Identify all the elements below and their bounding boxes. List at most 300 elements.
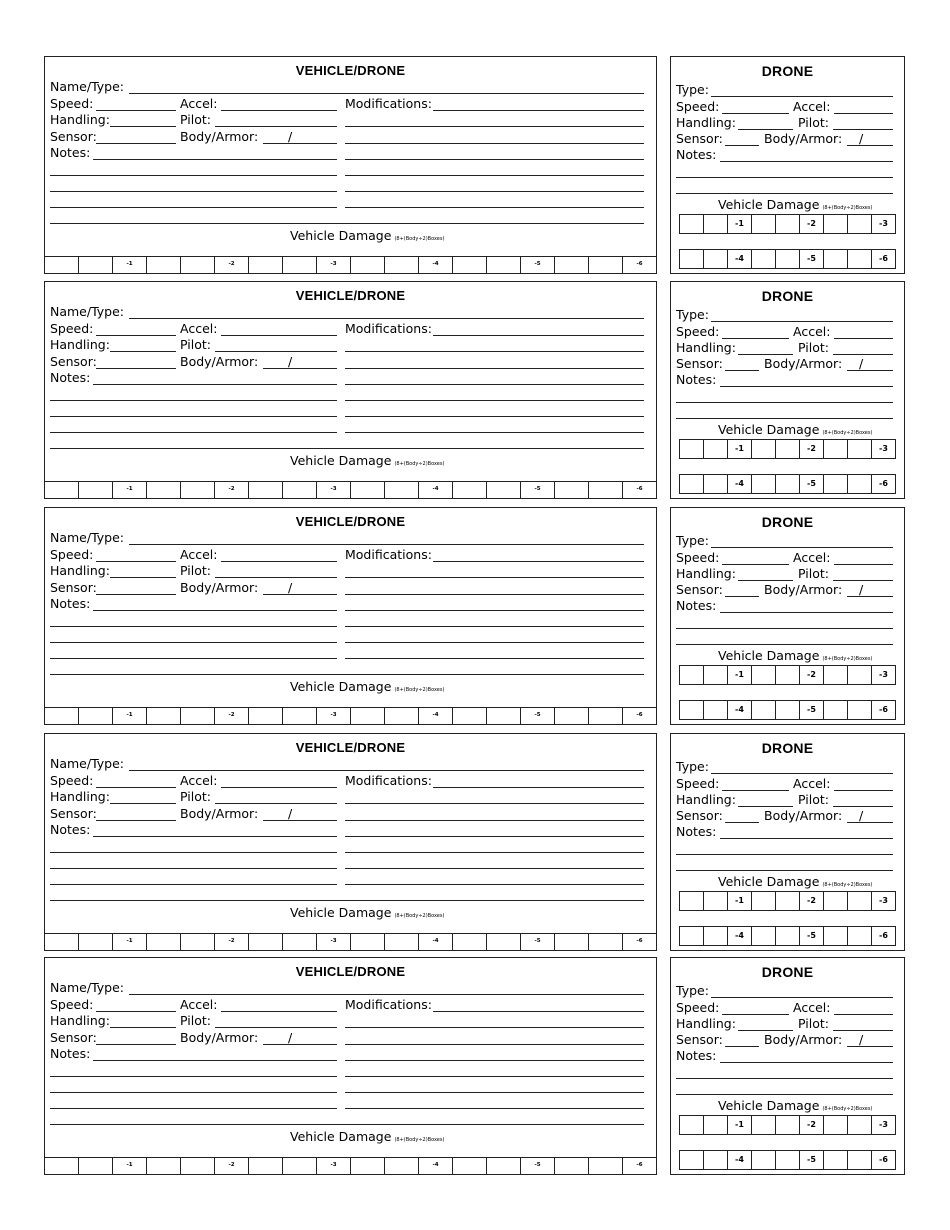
- name-type-field[interactable]: [129, 318, 644, 319]
- damage-box[interactable]: [728, 1151, 752, 1169]
- notes-line[interactable]: [50, 852, 337, 853]
- damage-box[interactable]: [113, 482, 147, 498]
- damage-box[interactable]: [623, 708, 656, 724]
- damage-box[interactable]: [45, 934, 79, 950]
- notes-line[interactable]: [676, 854, 893, 855]
- sensor-field[interactable]: [725, 1046, 759, 1047]
- notes-line[interactable]: [50, 416, 337, 417]
- damage-box[interactable]: [752, 1151, 776, 1169]
- damage-box[interactable]: [824, 475, 848, 493]
- notes-line[interactable]: [50, 1108, 337, 1109]
- modifications-line[interactable]: [345, 207, 644, 208]
- damage-box[interactable]: [824, 927, 848, 945]
- damage-box[interactable]: [776, 215, 800, 233]
- accel-field[interactable]: [221, 561, 337, 562]
- speed-field[interactable]: [96, 335, 176, 336]
- sensor-field[interactable]: [725, 145, 759, 146]
- notes-field[interactable]: [93, 159, 337, 160]
- damage-box[interactable]: [215, 482, 249, 498]
- damage-box[interactable]: [704, 440, 728, 458]
- damage-box[interactable]: [800, 892, 824, 910]
- damage-box[interactable]: [872, 1116, 895, 1134]
- damage-box[interactable]: [147, 482, 181, 498]
- damage-box[interactable]: [800, 250, 824, 268]
- damage-box[interactable]: [800, 475, 824, 493]
- damage-box[interactable]: [351, 482, 385, 498]
- notes-field[interactable]: [93, 836, 337, 837]
- damage-box[interactable]: [453, 1158, 487, 1174]
- damage-box[interactable]: [623, 1158, 656, 1174]
- pilot-field[interactable]: [833, 354, 893, 355]
- damage-box[interactable]: [521, 257, 555, 273]
- damage-box[interactable]: [848, 440, 872, 458]
- damage-box[interactable]: [872, 215, 895, 233]
- damage-box[interactable]: [728, 701, 752, 719]
- damage-box[interactable]: [317, 257, 351, 273]
- damage-box[interactable]: [453, 934, 487, 950]
- body-armor-field[interactable]: [847, 596, 893, 597]
- damage-box[interactable]: [317, 708, 351, 724]
- damage-box[interactable]: [623, 482, 656, 498]
- damage-box[interactable]: [385, 1158, 419, 1174]
- damage-box[interactable]: [704, 701, 728, 719]
- type-field[interactable]: [711, 773, 893, 774]
- damage-box[interactable]: [419, 934, 453, 950]
- damage-box[interactable]: [800, 666, 824, 684]
- damage-box[interactable]: [728, 440, 752, 458]
- damage-box[interactable]: [752, 701, 776, 719]
- sensor-field[interactable]: [725, 370, 759, 371]
- modifications-line[interactable]: [345, 143, 644, 144]
- damage-box[interactable]: [824, 701, 848, 719]
- damage-box[interactable]: [704, 215, 728, 233]
- damage-box[interactable]: [589, 934, 623, 950]
- accel-field[interactable]: [221, 110, 337, 111]
- notes-line[interactable]: [676, 418, 893, 419]
- damage-box[interactable]: [824, 1151, 848, 1169]
- damage-box[interactable]: [79, 708, 113, 724]
- damage-box[interactable]: [249, 482, 283, 498]
- damage-box[interactable]: [45, 482, 79, 498]
- notes-line[interactable]: [50, 1092, 337, 1093]
- notes-line[interactable]: [50, 868, 337, 869]
- pilot-field[interactable]: [833, 129, 893, 130]
- damage-box[interactable]: [79, 482, 113, 498]
- damage-box[interactable]: [728, 666, 752, 684]
- modifications-line[interactable]: [345, 577, 644, 578]
- accel-field[interactable]: [221, 335, 337, 336]
- notes-line[interactable]: [50, 175, 337, 176]
- notes-line[interactable]: [50, 207, 337, 208]
- damage-box[interactable]: [680, 701, 704, 719]
- damage-box[interactable]: [776, 927, 800, 945]
- damage-box[interactable]: [555, 257, 589, 273]
- speed-field[interactable]: [96, 110, 176, 111]
- damage-box[interactable]: [728, 892, 752, 910]
- modifications-line[interactable]: [345, 803, 644, 804]
- damage-box[interactable]: [283, 708, 317, 724]
- modifications-line[interactable]: [345, 126, 644, 127]
- damage-box[interactable]: [283, 482, 317, 498]
- damage-box[interactable]: [776, 892, 800, 910]
- damage-box[interactable]: [487, 708, 521, 724]
- damage-box[interactable]: [848, 701, 872, 719]
- sensor-field[interactable]: [96, 1044, 176, 1045]
- notes-line[interactable]: [50, 658, 337, 659]
- damage-box[interactable]: [283, 934, 317, 950]
- body-armor-field[interactable]: [263, 368, 337, 369]
- notes-field[interactable]: [720, 161, 893, 162]
- modifications-line[interactable]: [345, 191, 644, 192]
- damage-box[interactable]: [680, 475, 704, 493]
- handling-field[interactable]: [110, 577, 176, 578]
- damage-box[interactable]: [752, 440, 776, 458]
- damage-box[interactable]: [872, 250, 895, 268]
- damage-box[interactable]: [680, 440, 704, 458]
- damage-box[interactable]: [317, 482, 351, 498]
- damage-box[interactable]: [752, 250, 776, 268]
- handling-field[interactable]: [110, 803, 176, 804]
- damage-box[interactable]: [351, 934, 385, 950]
- name-type-field[interactable]: [129, 770, 644, 771]
- damage-box[interactable]: [680, 892, 704, 910]
- damage-box[interactable]: [848, 892, 872, 910]
- damage-box[interactable]: [555, 934, 589, 950]
- damage-box[interactable]: [680, 927, 704, 945]
- damage-box[interactable]: [249, 708, 283, 724]
- modifications-line[interactable]: [345, 642, 644, 643]
- damage-box[interactable]: [776, 1151, 800, 1169]
- damage-box[interactable]: [555, 482, 589, 498]
- damage-box[interactable]: [419, 1158, 453, 1174]
- modifications-line[interactable]: [345, 384, 644, 385]
- modifications-line[interactable]: [345, 610, 644, 611]
- damage-box[interactable]: [776, 250, 800, 268]
- modifications-line[interactable]: [345, 432, 644, 433]
- damage-box[interactable]: [283, 1158, 317, 1174]
- speed-field[interactable]: [96, 1011, 176, 1012]
- damage-box[interactable]: [45, 257, 79, 273]
- notes-line[interactable]: [50, 432, 337, 433]
- speed-field[interactable]: [722, 564, 789, 565]
- modifications-line[interactable]: [345, 594, 644, 595]
- modifications-line[interactable]: [345, 351, 644, 352]
- damage-box[interactable]: [824, 250, 848, 268]
- notes-line[interactable]: [50, 191, 337, 192]
- notes-field[interactable]: [720, 838, 893, 839]
- handling-field[interactable]: [110, 1027, 176, 1028]
- notes-field[interactable]: [93, 384, 337, 385]
- damage-box[interactable]: [800, 701, 824, 719]
- handling-field[interactable]: [110, 126, 176, 127]
- damage-box[interactable]: [385, 482, 419, 498]
- damage-box[interactable]: [555, 708, 589, 724]
- speed-field[interactable]: [722, 113, 789, 114]
- speed-field[interactable]: [722, 338, 789, 339]
- modifications-line[interactable]: [345, 868, 644, 869]
- notes-field[interactable]: [93, 610, 337, 611]
- damage-box[interactable]: [589, 482, 623, 498]
- damage-box[interactable]: [215, 708, 249, 724]
- damage-box[interactable]: [317, 1158, 351, 1174]
- damage-box[interactable]: [487, 257, 521, 273]
- damage-box[interactable]: [752, 892, 776, 910]
- damage-box[interactable]: [215, 257, 249, 273]
- name-type-field[interactable]: [129, 93, 644, 94]
- notes-line[interactable]: [50, 884, 337, 885]
- damage-box[interactable]: [824, 1116, 848, 1134]
- damage-box[interactable]: [79, 934, 113, 950]
- damage-box[interactable]: [487, 1158, 521, 1174]
- damage-box[interactable]: [419, 708, 453, 724]
- damage-box[interactable]: [776, 666, 800, 684]
- modifications-line[interactable]: [345, 626, 644, 627]
- damage-box[interactable]: [589, 1158, 623, 1174]
- sensor-field[interactable]: [96, 594, 176, 595]
- sensor-field[interactable]: [96, 820, 176, 821]
- handling-field[interactable]: [738, 129, 793, 130]
- damage-box[interactable]: [487, 934, 521, 950]
- modifications-line[interactable]: [345, 416, 644, 417]
- type-field[interactable]: [711, 321, 893, 322]
- speed-field[interactable]: [722, 1014, 789, 1015]
- modifications-line[interactable]: [345, 884, 644, 885]
- accel-field[interactable]: [834, 338, 893, 339]
- damage-box[interactable]: [351, 708, 385, 724]
- damage-box[interactable]: [872, 1151, 895, 1169]
- damage-box[interactable]: [181, 708, 215, 724]
- damage-box[interactable]: [872, 666, 895, 684]
- handling-field[interactable]: [738, 806, 793, 807]
- damage-box[interactable]: [728, 927, 752, 945]
- damage-box[interactable]: [848, 215, 872, 233]
- speed-field[interactable]: [96, 787, 176, 788]
- damage-box[interactable]: [147, 934, 181, 950]
- modifications-line[interactable]: [345, 1044, 644, 1045]
- pilot-field[interactable]: [833, 1030, 893, 1031]
- accel-field[interactable]: [221, 787, 337, 788]
- damage-box[interactable]: [872, 440, 895, 458]
- damage-box[interactable]: [113, 934, 147, 950]
- handling-field[interactable]: [738, 1030, 793, 1031]
- accel-field[interactable]: [221, 1011, 337, 1012]
- damage-box[interactable]: [623, 257, 656, 273]
- sensor-field[interactable]: [725, 596, 759, 597]
- damage-box[interactable]: [283, 257, 317, 273]
- notes-line[interactable]: [50, 1076, 337, 1077]
- notes-field[interactable]: [720, 1062, 893, 1063]
- damage-box[interactable]: [728, 475, 752, 493]
- damage-box[interactable]: [555, 1158, 589, 1174]
- handling-field[interactable]: [110, 351, 176, 352]
- damage-box[interactable]: [680, 666, 704, 684]
- damage-box[interactable]: [181, 934, 215, 950]
- damage-box[interactable]: [113, 708, 147, 724]
- damage-box[interactable]: [317, 934, 351, 950]
- modifications-line[interactable]: [345, 175, 644, 176]
- damage-box[interactable]: [147, 708, 181, 724]
- damage-box[interactable]: [800, 1151, 824, 1169]
- damage-box[interactable]: [752, 1116, 776, 1134]
- modifications-line[interactable]: [345, 852, 644, 853]
- damage-box[interactable]: [704, 892, 728, 910]
- body-armor-field[interactable]: [847, 822, 893, 823]
- modifications-line[interactable]: [345, 1092, 644, 1093]
- damage-box[interactable]: [45, 1158, 79, 1174]
- sensor-field[interactable]: [96, 368, 176, 369]
- pilot-field[interactable]: [833, 806, 893, 807]
- notes-line[interactable]: [50, 400, 337, 401]
- notes-line[interactable]: [676, 644, 893, 645]
- name-type-field[interactable]: [129, 544, 644, 545]
- modifications-field[interactable]: [433, 1011, 644, 1012]
- damage-box[interactable]: [79, 1158, 113, 1174]
- damage-box[interactable]: [113, 1158, 147, 1174]
- damage-box[interactable]: [824, 440, 848, 458]
- name-type-field[interactable]: [129, 994, 644, 995]
- notes-line[interactable]: [676, 177, 893, 178]
- body-armor-field[interactable]: [263, 143, 337, 144]
- damage-box[interactable]: [848, 475, 872, 493]
- damage-box[interactable]: [800, 1116, 824, 1134]
- damage-box[interactable]: [680, 1116, 704, 1134]
- damage-box[interactable]: [79, 257, 113, 273]
- handling-field[interactable]: [738, 354, 793, 355]
- pilot-field[interactable]: [215, 1027, 337, 1028]
- notes-field[interactable]: [720, 386, 893, 387]
- notes-line[interactable]: [676, 193, 893, 194]
- damage-box[interactable]: [800, 215, 824, 233]
- speed-field[interactable]: [722, 790, 789, 791]
- body-armor-field[interactable]: [847, 1046, 893, 1047]
- notes-line[interactable]: [50, 1124, 644, 1125]
- modifications-field[interactable]: [433, 110, 644, 111]
- damage-box[interactable]: [419, 482, 453, 498]
- damage-box[interactable]: [521, 708, 555, 724]
- damage-box[interactable]: [453, 257, 487, 273]
- modifications-line[interactable]: [345, 836, 644, 837]
- body-armor-field[interactable]: [847, 370, 893, 371]
- damage-box[interactable]: [800, 927, 824, 945]
- modifications-line[interactable]: [345, 1076, 644, 1077]
- damage-box[interactable]: [752, 927, 776, 945]
- damage-box[interactable]: [351, 1158, 385, 1174]
- type-field[interactable]: [711, 547, 893, 548]
- damage-box[interactable]: [752, 215, 776, 233]
- damage-box[interactable]: [728, 250, 752, 268]
- damage-box[interactable]: [800, 440, 824, 458]
- damage-box[interactable]: [848, 666, 872, 684]
- modifications-line[interactable]: [345, 400, 644, 401]
- damage-box[interactable]: [589, 257, 623, 273]
- damage-box[interactable]: [872, 701, 895, 719]
- damage-box[interactable]: [487, 482, 521, 498]
- damage-box[interactable]: [249, 934, 283, 950]
- type-field[interactable]: [711, 997, 893, 998]
- damage-box[interactable]: [848, 250, 872, 268]
- damage-box[interactable]: [728, 1116, 752, 1134]
- damage-box[interactable]: [776, 440, 800, 458]
- pilot-field[interactable]: [215, 351, 337, 352]
- damage-box[interactable]: [824, 892, 848, 910]
- notes-line[interactable]: [676, 628, 893, 629]
- modifications-line[interactable]: [345, 820, 644, 821]
- damage-box[interactable]: [848, 927, 872, 945]
- damage-box[interactable]: [45, 708, 79, 724]
- notes-line[interactable]: [676, 402, 893, 403]
- damage-box[interactable]: [680, 250, 704, 268]
- damage-box[interactable]: [385, 708, 419, 724]
- notes-line[interactable]: [50, 642, 337, 643]
- type-field[interactable]: [711, 96, 893, 97]
- notes-line[interactable]: [676, 1078, 893, 1079]
- notes-line[interactable]: [50, 448, 644, 449]
- damage-box[interactable]: [872, 892, 895, 910]
- modifications-field[interactable]: [433, 787, 644, 788]
- damage-box[interactable]: [351, 257, 385, 273]
- damage-box[interactable]: [728, 215, 752, 233]
- notes-line[interactable]: [676, 1094, 893, 1095]
- damage-box[interactable]: [385, 934, 419, 950]
- damage-box[interactable]: [453, 482, 487, 498]
- notes-field[interactable]: [93, 1060, 337, 1061]
- damage-box[interactable]: [215, 934, 249, 950]
- body-armor-field[interactable]: [263, 594, 337, 595]
- notes-line[interactable]: [50, 900, 644, 901]
- damage-box[interactable]: [181, 1158, 215, 1174]
- damage-box[interactable]: [385, 257, 419, 273]
- damage-box[interactable]: [704, 475, 728, 493]
- speed-field[interactable]: [96, 561, 176, 562]
- notes-line[interactable]: [50, 674, 644, 675]
- damage-box[interactable]: [249, 257, 283, 273]
- body-armor-field[interactable]: [263, 820, 337, 821]
- damage-box[interactable]: [752, 475, 776, 493]
- damage-box[interactable]: [147, 257, 181, 273]
- damage-box[interactable]: [704, 666, 728, 684]
- damage-box[interactable]: [848, 1151, 872, 1169]
- modifications-line[interactable]: [345, 1108, 644, 1109]
- damage-box[interactable]: [776, 475, 800, 493]
- accel-field[interactable]: [834, 790, 893, 791]
- notes-line[interactable]: [676, 870, 893, 871]
- damage-box[interactable]: [521, 482, 555, 498]
- sensor-field[interactable]: [96, 143, 176, 144]
- damage-box[interactable]: [704, 250, 728, 268]
- damage-box[interactable]: [704, 1151, 728, 1169]
- accel-field[interactable]: [834, 1014, 893, 1015]
- damage-box[interactable]: [113, 257, 147, 273]
- modifications-line[interactable]: [345, 658, 644, 659]
- modifications-line[interactable]: [345, 1060, 644, 1061]
- damage-box[interactable]: [521, 1158, 555, 1174]
- notes-field[interactable]: [720, 612, 893, 613]
- pilot-field[interactable]: [215, 577, 337, 578]
- damage-box[interactable]: [704, 1116, 728, 1134]
- damage-box[interactable]: [589, 708, 623, 724]
- damage-box[interactable]: [680, 215, 704, 233]
- pilot-field[interactable]: [215, 803, 337, 804]
- damage-box[interactable]: [824, 215, 848, 233]
- accel-field[interactable]: [834, 564, 893, 565]
- damage-box[interactable]: [776, 701, 800, 719]
- sensor-field[interactable]: [725, 822, 759, 823]
- damage-box[interactable]: [680, 1151, 704, 1169]
- damage-box[interactable]: [623, 934, 656, 950]
- damage-box[interactable]: [215, 1158, 249, 1174]
- damage-box[interactable]: [872, 475, 895, 493]
- damage-box[interactable]: [872, 927, 895, 945]
